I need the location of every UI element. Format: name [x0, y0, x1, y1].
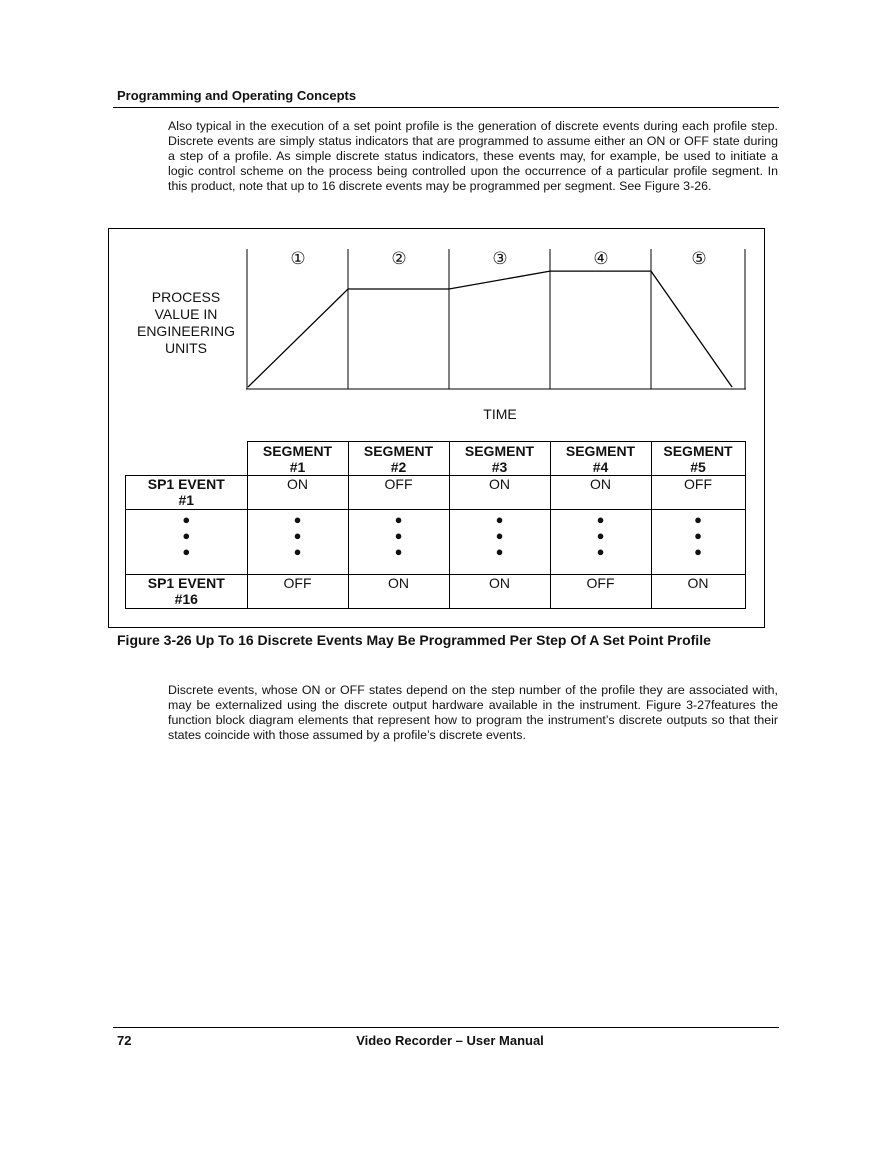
vertical-ellipsis: ● ● ● — [247, 510, 348, 575]
event-state-cell: ON — [651, 575, 745, 609]
event-state-cell: ON — [247, 476, 348, 510]
table-row — [126, 575, 746, 609]
event-state-cell: OFF — [550, 575, 651, 609]
segment-header-5: SEGMENT #5 — [651, 442, 745, 476]
intro-paragraph: Also typical in the execution of a set point profile is the generation of discrete events during each profile step. Discrete events are simply status indicators that are programmed to assume either an ON or OFF state during a step of a profile. As simple discrete status indicators, these events may, for example, be used to initiate a logic control scheme on the process being controlled upon the occurrence of a particular profile segment. In this product, note that up to 16 discrete events may be programmed per segment. See Figure 3-26. — [168, 119, 778, 193]
event-state-cell: OFF — [348, 476, 449, 510]
ellipsis-row — [126, 510, 746, 575]
y-axis-label — [128, 289, 244, 357]
page-number: 72 — [117, 1033, 132, 1048]
discrete-events-table — [125, 441, 746, 609]
segment-marker-1: ① — [290, 249, 306, 268]
table-row — [126, 476, 746, 510]
page-header-title: Programming and Operating Concepts — [117, 88, 357, 103]
event-state-cell: OFF — [651, 476, 745, 510]
y-axis-label-line: UNITS — [165, 340, 207, 356]
event-row-label: SP1 EVENT #1 — [126, 476, 248, 510]
footer-divider — [113, 1027, 779, 1028]
event-state-cell: ON — [550, 476, 651, 510]
segment-marker-2: ② — [391, 249, 407, 268]
event-state-cell: ON — [449, 476, 550, 510]
vertical-ellipsis: ● ● ● — [126, 510, 248, 575]
table-header-row — [126, 442, 746, 476]
event-state-cell: ON — [449, 575, 550, 609]
segment-header-1: SEGMENT #1 — [247, 442, 348, 476]
segment-marker-5: ⑤ — [691, 249, 707, 268]
segment-header-4: SEGMENT #4 — [550, 442, 651, 476]
segment-header-3: SEGMENT #3 — [449, 442, 550, 476]
vertical-ellipsis: ● ● ● — [651, 510, 745, 575]
figure-caption: Figure 3-26 Up To 16 Discrete Events May Be Programmed Per Step Of A Set Point Profile — [117, 632, 711, 648]
x-axis-label: TIME — [483, 406, 517, 422]
event-state-cell: OFF — [247, 575, 348, 609]
event-state-cell: ON — [348, 575, 449, 609]
vertical-ellipsis: ● ● ● — [449, 510, 550, 575]
vertical-ellipsis: ● ● ● — [348, 510, 449, 575]
table-corner-cell — [126, 442, 248, 476]
segment-marker-4: ④ — [593, 249, 609, 268]
setpoint-profile-line — [248, 271, 732, 387]
y-axis-label-line: VALUE IN — [154, 306, 218, 322]
segment-marker-3: ③ — [492, 249, 508, 268]
event-row-label: SP1 EVENT #16 — [126, 575, 248, 609]
y-axis-label-line: PROCESS — [151, 289, 221, 305]
vertical-ellipsis: ● ● ● — [550, 510, 651, 575]
footer-title: Video Recorder – User Manual — [356, 1033, 544, 1048]
segment-header-2: SEGMENT #2 — [348, 442, 449, 476]
closing-paragraph: Discrete events, whose ON or OFF states depend on the step number of the profile they are associated with, may be externalized using the discrete output hardware available in the instrument. Figure 3-27features the function block diagram elements that represent how to program the instrument’s discrete outputs so that their states coincide with those assumed by a profile’s discrete events. — [168, 683, 778, 742]
segment-dividers — [247, 249, 745, 389]
y-axis-label-line: ENGINEERING — [136, 323, 235, 339]
